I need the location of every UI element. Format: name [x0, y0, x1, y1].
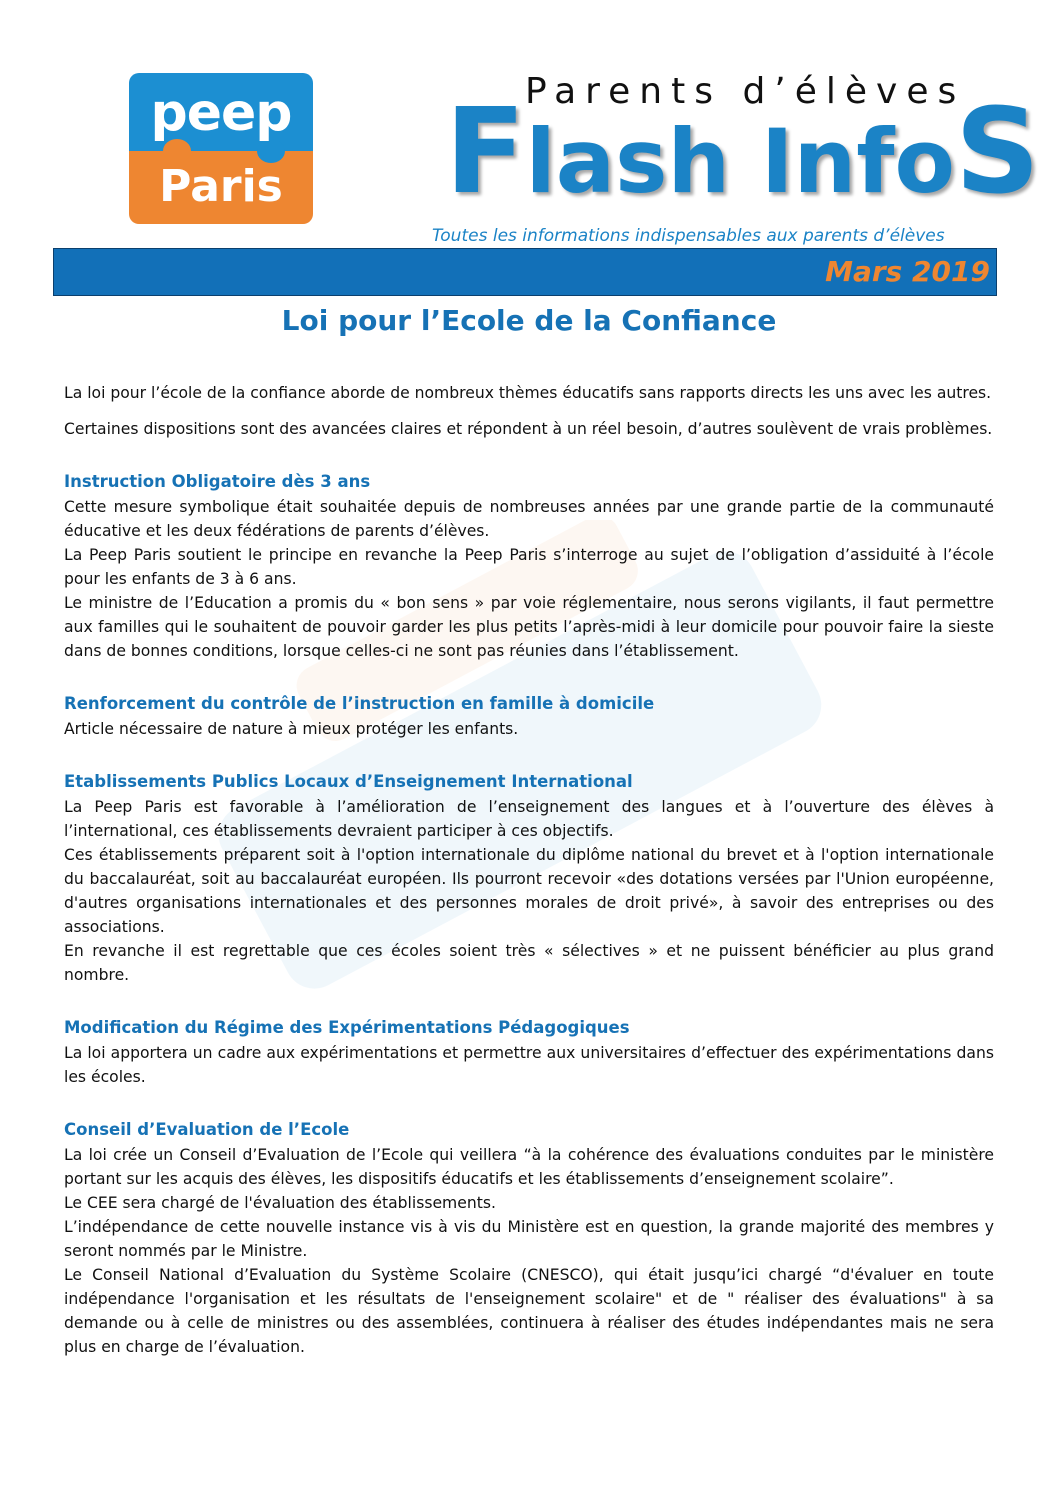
masthead-final: S — [954, 82, 1040, 220]
section-paragraph: La Peep Paris est favorable à l’amélioration de l’enseignement des langues et à l’ouverture des élèves à l’international, ces établissements devraient participer à ces objectifs. — [64, 798, 994, 840]
peep-paris-logo — [129, 73, 313, 224]
section-title: Conseil d’Evaluation de l’Ecole — [64, 1120, 350, 1139]
section-title: Modification du Régime des Expérimentations Pédagogiques — [64, 1018, 630, 1037]
masthead-initial: F — [445, 82, 526, 220]
section-title: Instruction Obligatoire dès 3 ans — [64, 472, 371, 491]
masthead-kicker: Parents d’élèves — [525, 71, 966, 112]
section-instruction-obligatoire — [64, 469, 994, 663]
issue-date: Mars 2019 — [825, 255, 990, 288]
logo-text-paris: Paris — [159, 161, 283, 212]
section-title: Etablissements Publics Locaux d’Enseignement International — [64, 772, 633, 791]
section-paragraph: Le ministre de l’Education a promis du « bon sens » par voie réglementaire, nous serons vigilants, il faut permettre aux familles qui le souhaitent de pouvoir garder les plus petits l’après-midi à leur domicile pour pouvoir faire la sieste dans de bonnes conditions, lorsque celles-ci ne sont pas réunies dans l’établissement. — [64, 594, 994, 660]
article-body — [64, 381, 994, 1359]
section-paragraph: La loi apportera un cadre aux expérimentations et permettre aux universitaires d’effectuer des expérimentations dans les écoles. — [64, 1044, 994, 1086]
section-paragraph: Article nécessaire de nature à mieux protéger les enfants. — [64, 720, 519, 738]
section-eplei — [64, 769, 994, 987]
article-intro — [64, 381, 994, 441]
logo-text-peep: peep — [150, 83, 292, 143]
section-instruction-famille — [64, 691, 994, 741]
section-experimentations — [64, 1015, 994, 1089]
section-paragraph: La Peep Paris soutient le principe en revanche la Peep Paris s’interroge au sujet de l’obligation d’assiduité à l’école pour les enfants de 3 à 6 ans. — [64, 546, 994, 588]
section-paragraph: La loi crée un Conseil d’Evaluation de l’Ecole qui veillera “à la cohérence des évaluations conduites par le ministère portant sur les acquis des élèves, les dispositifs éducatifs et les établissements d’enseignement scolaire”. — [64, 1146, 994, 1188]
section-paragraph: Cette mesure symbolique était souhaitée depuis de nombreuses années par une grande partie de la communauté éducative et les deux fédérations de parents d’élèves. — [64, 498, 994, 540]
masthead-middle: lash Info — [525, 110, 955, 213]
section-conseil-evaluation — [64, 1117, 994, 1359]
intro-paragraph: La loi pour l’école de la confiance aborde de nombreux thèmes éducatifs sans rapports directs les uns avec les autres. — [64, 384, 992, 402]
section-paragraph: Le Conseil National d’Evaluation du Système Scolaire (CNESCO), qui était jusqu’ici chargé “d'évaluer en toute indépendance l'organisation et les résultats de l'enseignement scolaire" et de " réaliser des évaluations" à sa demande ou à celle de ministres ou des assemblées, continuera à réaliser des études indépendantes mais ne sera plus en charge de l’évaluation. — [64, 1266, 994, 1356]
section-paragraph: En revanche il est regrettable que ces écoles soient très « sélectives » et ne puissent bénéficier au plus grand nombre. — [64, 942, 994, 984]
masthead-tagline: Toutes les informations indispensables aux parents d’élèves — [432, 226, 945, 246]
section-title: Renforcement du contrôle de l’instruction en famille à domicile — [64, 694, 655, 713]
section-paragraph: Le CEE sera chargé de l'évaluation des établissements. — [64, 1194, 496, 1212]
article-title: Loi pour l’Ecole de la Confiance — [281, 304, 777, 337]
header-band — [53, 248, 997, 296]
intro-paragraph: Certaines dispositions sont des avancées claires et répondent à un réel besoin, d’autres soulèvent de vrais problèmes. — [64, 420, 993, 438]
section-paragraph: Ces établissements préparent soit à l'option internationale du diplôme national du brevet et à l'option internationale du baccalauréat, soit au baccalauréat européen. Ils pourront recevoir «des dotations versées par l'Union européenne, d'autres organisations internationales et des personnes morales de droit privé», à savoir des entreprises ou des associations. — [64, 846, 994, 936]
section-paragraph: L’indépendance de cette nouvelle instance vis à vis du Ministère est en question, la grande majorité des membres y seront nommés par le Ministre. — [64, 1218, 994, 1260]
